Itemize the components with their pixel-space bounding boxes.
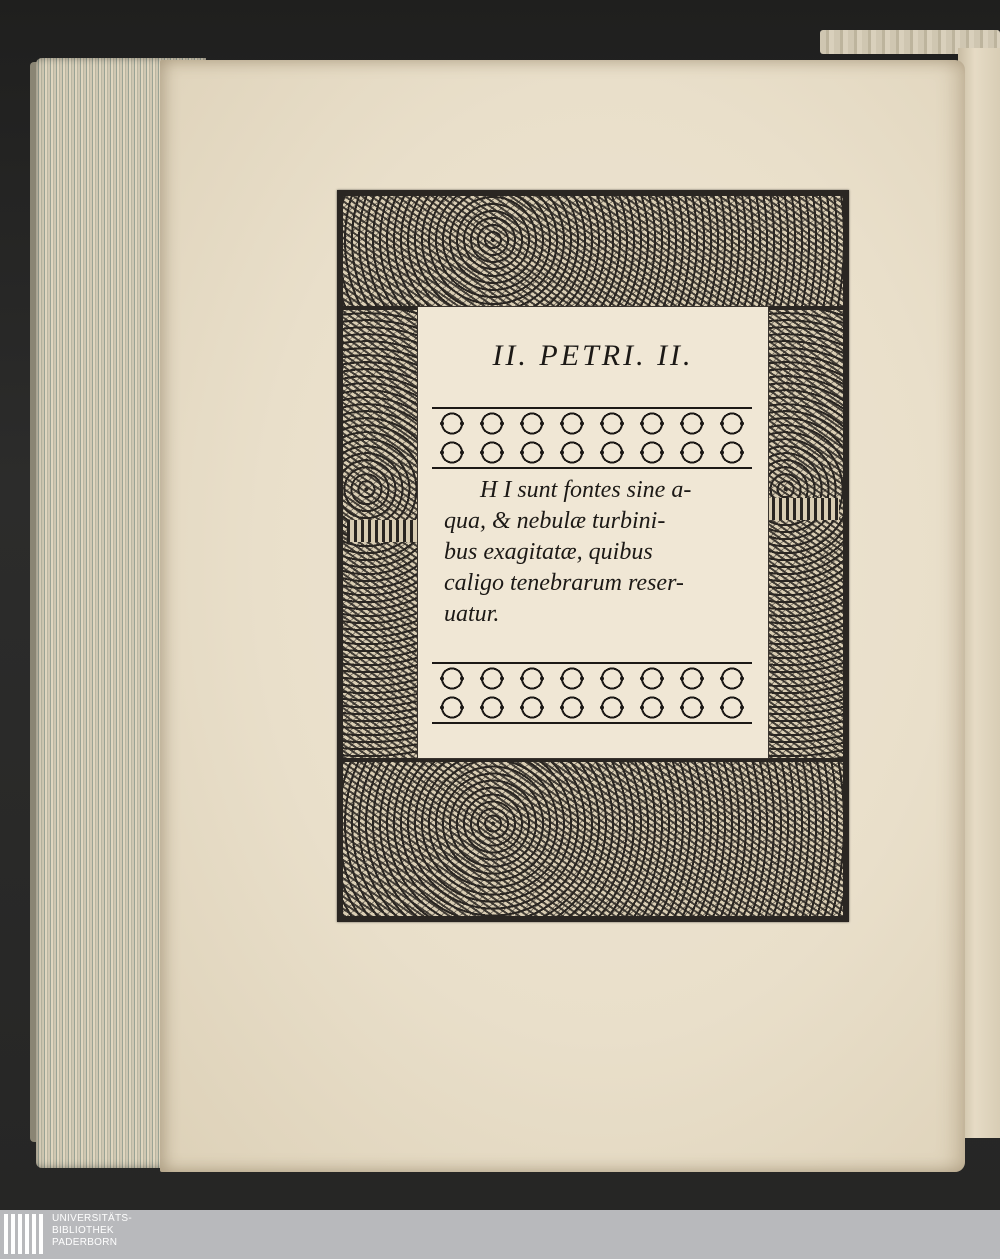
verse-line: H I sunt fontes sine a- <box>480 477 692 503</box>
fleuron-ornament-top <box>432 407 752 469</box>
right-column-band <box>765 498 839 520</box>
library-name <box>52 1213 172 1249</box>
verse-line: caligo tenebrarum reser- <box>444 570 684 596</box>
verse-line: uatur. <box>444 601 500 627</box>
verse-line: qua, & nebulæ turbini- <box>444 508 666 534</box>
page-heading: II. PETRI. II. <box>492 339 694 372</box>
library-name-line: PADERBORN <box>52 1237 118 1248</box>
library-name-line: BIBLIOTHEK <box>52 1225 114 1236</box>
frame-right-column <box>761 310 843 758</box>
left-column-band <box>347 520 417 542</box>
library-logo-icon <box>4 1212 46 1256</box>
verse-text <box>444 475 754 630</box>
frame-bottom-scene <box>343 762 843 916</box>
verse-line: bus exagitatæ, quibus <box>444 539 653 565</box>
text-panel <box>418 307 768 758</box>
fleuron-ornament-bottom <box>432 662 752 724</box>
frame-top-ornament <box>343 196 843 306</box>
library-name-line: UNIVERSITÄTS- <box>52 1213 133 1224</box>
